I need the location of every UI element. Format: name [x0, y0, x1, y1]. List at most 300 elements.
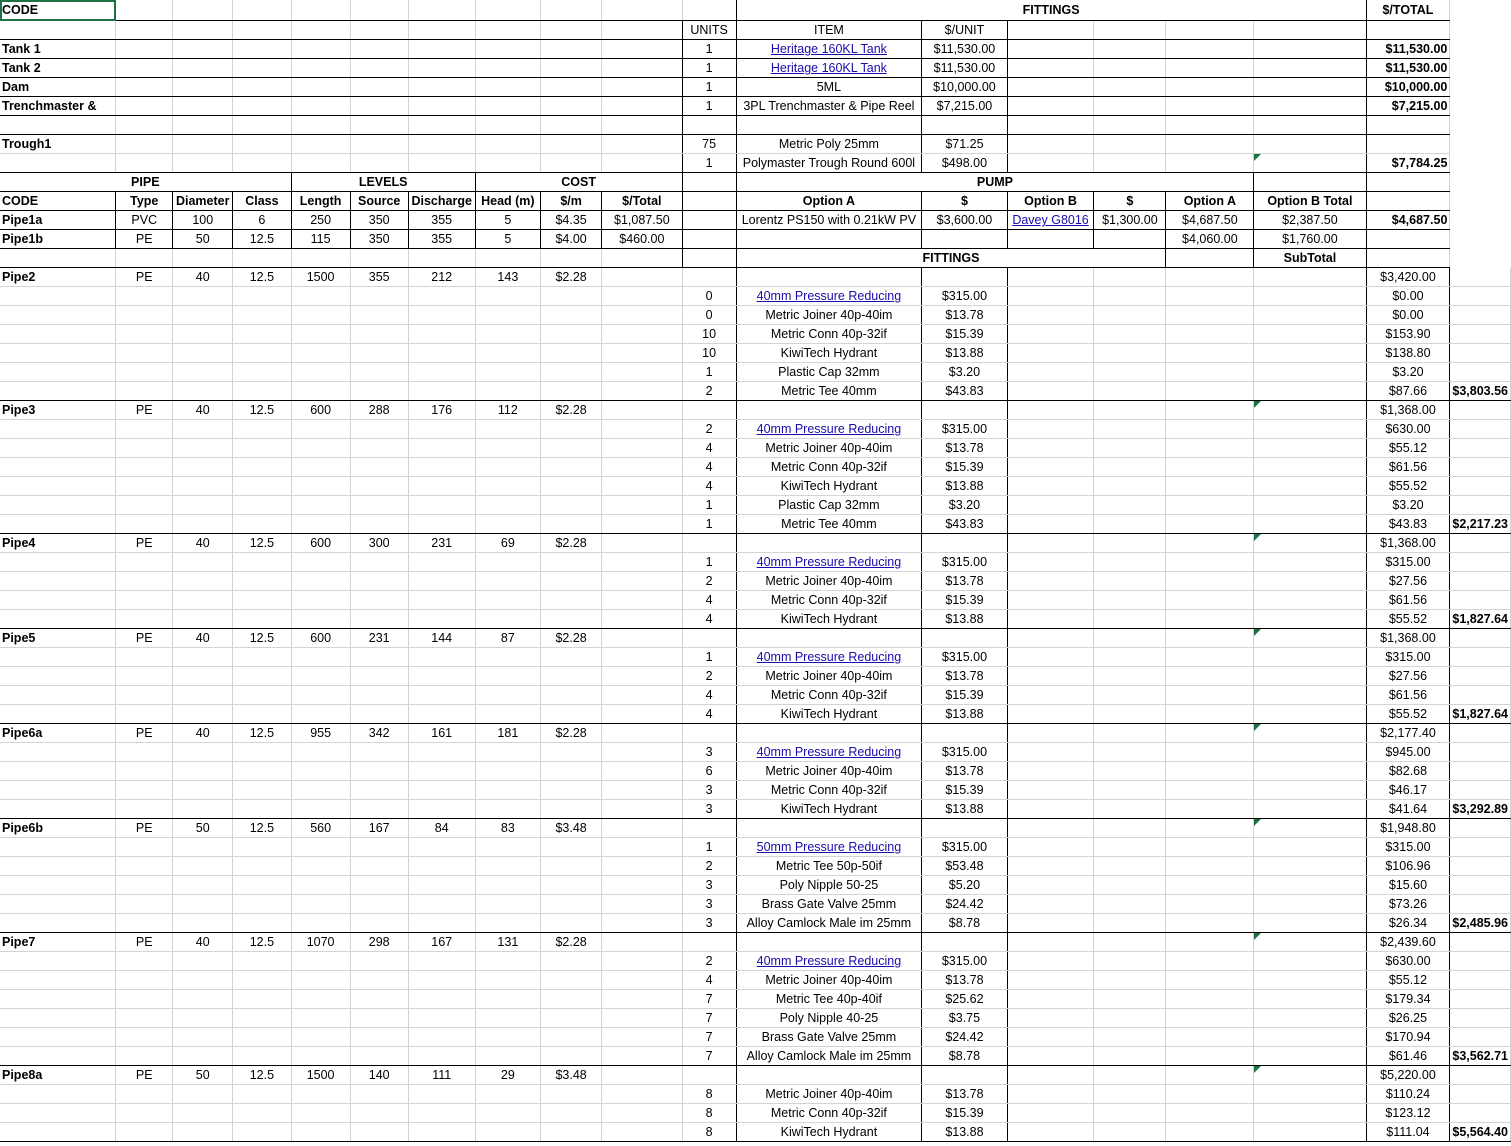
item-code[interactable]: Dam — [0, 78, 116, 97]
cell[interactable] — [541, 59, 602, 78]
cell[interactable] — [1166, 591, 1254, 610]
cell[interactable] — [350, 800, 408, 819]
cell[interactable] — [1007, 838, 1094, 857]
cell[interactable] — [116, 59, 173, 78]
cell[interactable] — [350, 648, 408, 667]
cell[interactable] — [291, 857, 350, 876]
cell[interactable] — [682, 724, 736, 743]
cell[interactable] — [682, 629, 736, 648]
cell[interactable] — [408, 59, 475, 78]
cell[interactable] — [116, 1047, 173, 1066]
column-header-option_a[interactable]: Option A — [736, 192, 922, 211]
cell[interactable] — [408, 515, 475, 534]
cell[interactable] — [1254, 781, 1366, 800]
cell[interactable] — [602, 135, 682, 154]
cell[interactable] — [233, 306, 291, 325]
cell[interactable] — [0, 1104, 116, 1123]
pipe-discharge[interactable]: 212 — [408, 268, 475, 287]
pipe-per_m[interactable]: $4.35 — [541, 211, 602, 230]
pipe-length[interactable]: 1070 — [291, 933, 350, 952]
cell[interactable] — [1166, 458, 1254, 477]
cell[interactable] — [350, 420, 408, 439]
cell[interactable] — [350, 591, 408, 610]
pipe-per_m[interactable]: $4.00 — [541, 230, 602, 249]
pipe-source[interactable]: 167 — [350, 819, 408, 838]
fitting-units[interactable]: 7 — [682, 1028, 736, 1047]
fitting-item[interactable]: Metric Tee 40mm — [736, 515, 922, 534]
cell[interactable] — [541, 838, 602, 857]
cell[interactable] — [291, 249, 350, 268]
pipe-class[interactable]: 12.5 — [233, 268, 291, 287]
cell[interactable] — [0, 287, 116, 306]
cell[interactable] — [350, 0, 408, 21]
cell[interactable] — [922, 819, 1008, 838]
pipe-type[interactable]: PE — [116, 1066, 173, 1085]
pump-group-header[interactable]: PUMP — [736, 173, 1254, 192]
cell[interactable] — [233, 838, 291, 857]
fitting-unit-price[interactable]: $315.00 — [922, 743, 1008, 762]
column-header-option_a_total[interactable]: Option A — [1166, 192, 1254, 211]
cell[interactable] — [0, 154, 116, 173]
cell[interactable] — [116, 249, 173, 268]
pipe-discharge[interactable]: 84 — [408, 819, 475, 838]
cell[interactable] — [602, 287, 682, 306]
item-code[interactable]: Tank 2 — [0, 59, 116, 78]
cell[interactable] — [1254, 515, 1366, 534]
fitting-item[interactable]: Metric Conn 40p-32if — [736, 458, 922, 477]
cell[interactable] — [1366, 21, 1450, 40]
cell[interactable] — [173, 1123, 233, 1142]
cell[interactable] — [1007, 401, 1094, 420]
cell[interactable] — [541, 990, 602, 1009]
cell[interactable] — [1166, 895, 1254, 914]
fitting-units[interactable]: 3 — [682, 743, 736, 762]
cell[interactable] — [173, 667, 233, 686]
cell[interactable] — [602, 40, 682, 59]
cell[interactable] — [408, 743, 475, 762]
fitting-units[interactable]: 0 — [682, 306, 736, 325]
cell[interactable] — [1166, 914, 1254, 933]
cell[interactable] — [1254, 21, 1366, 40]
cell[interactable] — [173, 572, 233, 591]
cell[interactable] — [1094, 971, 1166, 990]
cell[interactable] — [173, 952, 233, 971]
cell[interactable] — [736, 629, 922, 648]
cell[interactable] — [1254, 743, 1366, 762]
cell[interactable] — [1450, 724, 1511, 743]
cell[interactable] — [408, 135, 475, 154]
cell[interactable] — [1166, 876, 1254, 895]
cell[interactable] — [1166, 648, 1254, 667]
item-cell[interactable]: 5ML — [736, 78, 922, 97]
cell[interactable] — [475, 40, 540, 59]
cell[interactable] — [291, 971, 350, 990]
cell[interactable] — [1254, 686, 1366, 705]
cell[interactable] — [1094, 1028, 1166, 1047]
cell[interactable] — [1450, 1028, 1511, 1047]
fitting-units[interactable]: 4 — [682, 591, 736, 610]
cell[interactable] — [602, 325, 682, 344]
pipe-source[interactable]: 231 — [350, 629, 408, 648]
cell[interactable] — [233, 97, 291, 116]
cell[interactable] — [173, 344, 233, 363]
cell[interactable] — [233, 0, 291, 21]
cell[interactable] — [291, 420, 350, 439]
pipe-diameter[interactable]: 50 — [173, 230, 233, 249]
cell[interactable] — [173, 705, 233, 724]
column-header-type[interactable]: Type — [116, 192, 173, 211]
cell[interactable] — [350, 363, 408, 382]
cell[interactable] — [1254, 553, 1366, 572]
cell[interactable] — [682, 0, 736, 21]
cell[interactable] — [0, 477, 116, 496]
cell[interactable] — [1166, 610, 1254, 629]
cell[interactable] — [173, 458, 233, 477]
cell[interactable] — [291, 914, 350, 933]
hyperlink[interactable]: 40mm Pressure Reducing — [756, 745, 902, 759]
cell[interactable] — [291, 952, 350, 971]
cell[interactable] — [922, 1066, 1008, 1085]
cell[interactable] — [350, 686, 408, 705]
pipe-total[interactable]: $1,827.64 — [1450, 705, 1511, 724]
fitting-item[interactable]: Metric Tee 40p-40if — [736, 990, 922, 1009]
cell[interactable] — [173, 971, 233, 990]
pump-price-a[interactable]: $3,600.00 — [922, 211, 1008, 230]
cell[interactable] — [350, 116, 408, 135]
units-cell[interactable]: 1 — [682, 154, 736, 173]
cell[interactable] — [408, 971, 475, 990]
fitting-subtotal[interactable]: $61.56 — [1366, 458, 1450, 477]
cell[interactable] — [1166, 1009, 1254, 1028]
cell[interactable] — [1254, 819, 1366, 838]
cell[interactable] — [1166, 743, 1254, 762]
fitting-subtotal[interactable]: $15.60 — [1366, 876, 1450, 895]
cell[interactable] — [736, 268, 922, 287]
cell[interactable] — [736, 933, 922, 952]
cell[interactable] — [233, 477, 291, 496]
fitting-subtotal[interactable]: $0.00 — [1366, 287, 1450, 306]
cell[interactable] — [0, 439, 116, 458]
cell[interactable] — [1254, 572, 1366, 591]
cell[interactable] — [1094, 401, 1166, 420]
units-cell[interactable]: 1 — [682, 78, 736, 97]
fitting-subtotal[interactable]: $41.64 — [1366, 800, 1450, 819]
cell[interactable] — [1007, 116, 1094, 135]
column-header-source[interactable]: Source — [350, 192, 408, 211]
cell[interactable] — [475, 591, 540, 610]
pipe-discharge[interactable]: 111 — [408, 1066, 475, 1085]
pipe-total[interactable]: $460.00 — [602, 230, 682, 249]
cell[interactable] — [173, 762, 233, 781]
pipe-total[interactable]: $5,564.40 — [1450, 1123, 1511, 1142]
fitting-unit-price[interactable]: $53.48 — [922, 857, 1008, 876]
pipe-total[interactable]: $1,087.50 — [602, 211, 682, 230]
pipe-per_m[interactable]: $2.28 — [541, 268, 602, 287]
cell[interactable] — [173, 59, 233, 78]
fitting-unit-price[interactable]: $15.39 — [922, 686, 1008, 705]
cell[interactable] — [475, 382, 540, 401]
cell[interactable] — [541, 458, 602, 477]
pipe-type[interactable]: PE — [116, 629, 173, 648]
cell[interactable] — [1254, 952, 1366, 971]
hyperlink[interactable]: Heritage 160KL Tank — [770, 42, 887, 56]
cell[interactable] — [291, 135, 350, 154]
cell[interactable] — [1254, 287, 1366, 306]
cell[interactable] — [116, 1028, 173, 1047]
item-header[interactable]: ITEM — [736, 21, 922, 40]
cell[interactable] — [475, 667, 540, 686]
unit-price-cell[interactable]: $10,000.00 — [922, 78, 1008, 97]
pump-option-a[interactable]: Lorentz PS150 with 0.21kW PV — [736, 211, 922, 230]
pipe-discharge[interactable]: 355 — [408, 230, 475, 249]
column-header-total[interactable]: $/Total — [602, 192, 682, 211]
cell[interactable] — [173, 420, 233, 439]
cell[interactable] — [602, 591, 682, 610]
cell[interactable] — [602, 762, 682, 781]
cell[interactable] — [682, 401, 736, 420]
cell[interactable] — [475, 705, 540, 724]
fitting-item[interactable]: Plastic Cap 32mm — [736, 496, 922, 515]
cell[interactable] — [1166, 477, 1254, 496]
cell[interactable] — [1007, 572, 1094, 591]
cell[interactable] — [1254, 116, 1366, 135]
pipe-diameter[interactable]: 100 — [173, 211, 233, 230]
cell[interactable] — [0, 363, 116, 382]
cell[interactable] — [1166, 857, 1254, 876]
cell[interactable] — [1007, 344, 1094, 363]
cell[interactable] — [1450, 743, 1511, 762]
pipe-diameter[interactable]: 40 — [173, 724, 233, 743]
cell[interactable] — [1254, 724, 1366, 743]
cell[interactable] — [602, 724, 682, 743]
pipe-discharge[interactable]: 167 — [408, 933, 475, 952]
cell[interactable] — [291, 667, 350, 686]
fitting-unit-price[interactable]: $15.39 — [922, 781, 1008, 800]
fitting-units[interactable]: 4 — [682, 705, 736, 724]
fitting-unit-price[interactable]: $315.00 — [922, 838, 1008, 857]
cell[interactable] — [116, 344, 173, 363]
fitting-units[interactable]: 2 — [682, 572, 736, 591]
cell[interactable] — [541, 1085, 602, 1104]
cell[interactable] — [541, 895, 602, 914]
cell[interactable] — [736, 1066, 922, 1085]
cell[interactable] — [233, 116, 291, 135]
cell[interactable] — [350, 553, 408, 572]
hyperlink[interactable]: 40mm Pressure Reducing — [756, 555, 902, 569]
fitting-subtotal[interactable]: $61.56 — [1366, 686, 1450, 705]
cell[interactable] — [602, 21, 682, 40]
cell[interactable] — [291, 363, 350, 382]
cell[interactable] — [350, 1104, 408, 1123]
cell[interactable] — [408, 1009, 475, 1028]
cell[interactable] — [1007, 629, 1094, 648]
pipe-subtotal[interactable]: $1,368.00 — [1366, 534, 1450, 553]
fitting-unit-price[interactable]: $13.78 — [922, 1085, 1008, 1104]
cell[interactable] — [233, 287, 291, 306]
cell[interactable] — [1094, 325, 1166, 344]
cell[interactable] — [233, 743, 291, 762]
column-header-class[interactable]: Class — [233, 192, 291, 211]
fitting-unit-price[interactable]: $13.88 — [922, 477, 1008, 496]
cell[interactable] — [0, 876, 116, 895]
cell[interactable] — [1254, 667, 1366, 686]
cell[interactable] — [682, 268, 736, 287]
option-b-total[interactable]: $2,387.50 — [1254, 211, 1366, 230]
fitting-units[interactable]: 10 — [682, 325, 736, 344]
cell[interactable] — [602, 439, 682, 458]
fitting-item[interactable]: Metric Conn 40p-32if — [736, 686, 922, 705]
cell[interactable] — [1166, 762, 1254, 781]
cell[interactable] — [1007, 553, 1094, 572]
fitting-item[interactable] — [736, 287, 922, 306]
cell[interactable] — [602, 990, 682, 1009]
pipe-source[interactable]: 300 — [350, 534, 408, 553]
cell[interactable] — [173, 686, 233, 705]
fitting-subtotal[interactable]: $138.80 — [1366, 344, 1450, 363]
cell[interactable] — [350, 1047, 408, 1066]
fitting-unit-price[interactable]: $13.88 — [922, 1123, 1008, 1142]
fitting-item[interactable] — [736, 952, 922, 971]
fitting-item[interactable] — [736, 553, 922, 572]
fitting-subtotal[interactable]: $3.20 — [1366, 363, 1450, 382]
cell[interactable] — [541, 515, 602, 534]
cell[interactable] — [736, 724, 922, 743]
pipe-discharge[interactable]: 231 — [408, 534, 475, 553]
row-total[interactable]: $7,215.00 — [1366, 97, 1450, 116]
fitting-unit-price[interactable]: $13.78 — [922, 572, 1008, 591]
cell[interactable] — [233, 458, 291, 477]
pipe-total[interactable]: $3,803.56 — [1450, 382, 1511, 401]
cell[interactable] — [602, 648, 682, 667]
cell[interactable] — [291, 40, 350, 59]
fitting-unit-price[interactable]: $3.75 — [922, 1009, 1008, 1028]
cell[interactable] — [173, 1047, 233, 1066]
cell[interactable] — [350, 287, 408, 306]
cell[interactable] — [1450, 287, 1511, 306]
fitting-item[interactable]: Metric Conn 40p-32if — [736, 591, 922, 610]
cell[interactable] — [0, 116, 116, 135]
cell[interactable] — [173, 154, 233, 173]
cell[interactable] — [1166, 534, 1254, 553]
cell[interactable] — [1450, 268, 1511, 287]
cell[interactable] — [1166, 1028, 1254, 1047]
pipe-diameter[interactable]: 40 — [173, 629, 233, 648]
cell[interactable] — [1254, 1047, 1366, 1066]
cell[interactable] — [541, 21, 602, 40]
cell[interactable] — [116, 1085, 173, 1104]
pipe-code[interactable]: Pipe5 — [0, 629, 116, 648]
column-header-diameter[interactable]: Diameter — [173, 192, 233, 211]
fitting-units[interactable]: 1 — [682, 648, 736, 667]
cell[interactable] — [1450, 990, 1511, 1009]
fitting-subtotal[interactable]: $26.25 — [1366, 1009, 1450, 1028]
cell[interactable] — [1450, 344, 1511, 363]
cell[interactable] — [233, 1028, 291, 1047]
subtotal-header[interactable]: SubTotal — [1254, 249, 1366, 268]
cell[interactable] — [1254, 876, 1366, 895]
fitting-item[interactable]: KiwiTech Hydrant — [736, 344, 922, 363]
cell[interactable] — [1166, 1104, 1254, 1123]
cell[interactable] — [475, 135, 540, 154]
cell[interactable] — [602, 344, 682, 363]
cell[interactable] — [0, 1047, 116, 1066]
cell[interactable] — [350, 249, 408, 268]
cell[interactable] — [541, 876, 602, 895]
cell[interactable] — [1166, 21, 1254, 40]
fitting-subtotal[interactable]: $27.56 — [1366, 667, 1450, 686]
cell[interactable] — [233, 1085, 291, 1104]
cell[interactable] — [173, 743, 233, 762]
cell[interactable] — [0, 458, 116, 477]
cell[interactable] — [1094, 591, 1166, 610]
pipe-length[interactable]: 560 — [291, 819, 350, 838]
fitting-units[interactable]: 10 — [682, 344, 736, 363]
pump-option-a[interactable] — [736, 230, 922, 249]
fitting-units[interactable]: 8 — [682, 1123, 736, 1142]
cell[interactable] — [475, 610, 540, 629]
cell[interactable] — [116, 154, 173, 173]
cell[interactable] — [602, 1066, 682, 1085]
row-total[interactable]: $11,530.00 — [1366, 59, 1450, 78]
cell[interactable] — [1254, 268, 1366, 287]
cell[interactable] — [1254, 990, 1366, 1009]
cell[interactable] — [1450, 876, 1511, 895]
cell[interactable] — [233, 420, 291, 439]
cell[interactable] — [408, 572, 475, 591]
cell[interactable] — [602, 838, 682, 857]
cell[interactable] — [350, 78, 408, 97]
fitting-unit-price[interactable]: $15.39 — [922, 591, 1008, 610]
cell[interactable] — [408, 610, 475, 629]
cell[interactable] — [350, 952, 408, 971]
cell[interactable] — [1166, 933, 1254, 952]
cell[interactable] — [233, 1123, 291, 1142]
cell[interactable] — [233, 705, 291, 724]
cell[interactable] — [1007, 952, 1094, 971]
cell[interactable] — [1166, 515, 1254, 534]
cell[interactable] — [1094, 1009, 1166, 1028]
cell[interactable] — [116, 667, 173, 686]
cell[interactable] — [475, 363, 540, 382]
cell[interactable] — [602, 420, 682, 439]
cell[interactable] — [291, 1104, 350, 1123]
pipe-length[interactable]: 250 — [291, 211, 350, 230]
cell[interactable] — [1007, 21, 1094, 40]
option-b-total[interactable]: $1,760.00 — [1254, 230, 1366, 249]
cell[interactable] — [1254, 40, 1366, 59]
pump-price-b[interactable]: $1,300.00 — [1094, 211, 1166, 230]
fitting-units[interactable]: 1 — [682, 515, 736, 534]
cell[interactable] — [1450, 591, 1511, 610]
cell[interactable] — [1094, 420, 1166, 439]
cell[interactable] — [1254, 762, 1366, 781]
cell[interactable] — [1166, 287, 1254, 306]
cell[interactable] — [291, 515, 350, 534]
cell[interactable] — [1166, 1085, 1254, 1104]
cell[interactable] — [602, 876, 682, 895]
cell[interactable] — [475, 59, 540, 78]
cell[interactable] — [1450, 762, 1511, 781]
cell[interactable] — [408, 287, 475, 306]
cell[interactable] — [350, 59, 408, 78]
cell[interactable] — [541, 610, 602, 629]
fitting-item[interactable]: KiwiTech Hydrant — [736, 1123, 922, 1142]
cell[interactable] — [1450, 933, 1511, 952]
cell[interactable] — [541, 0, 602, 21]
cell[interactable] — [173, 0, 233, 21]
units-cell[interactable]: 1 — [682, 97, 736, 116]
cell[interactable] — [1007, 762, 1094, 781]
